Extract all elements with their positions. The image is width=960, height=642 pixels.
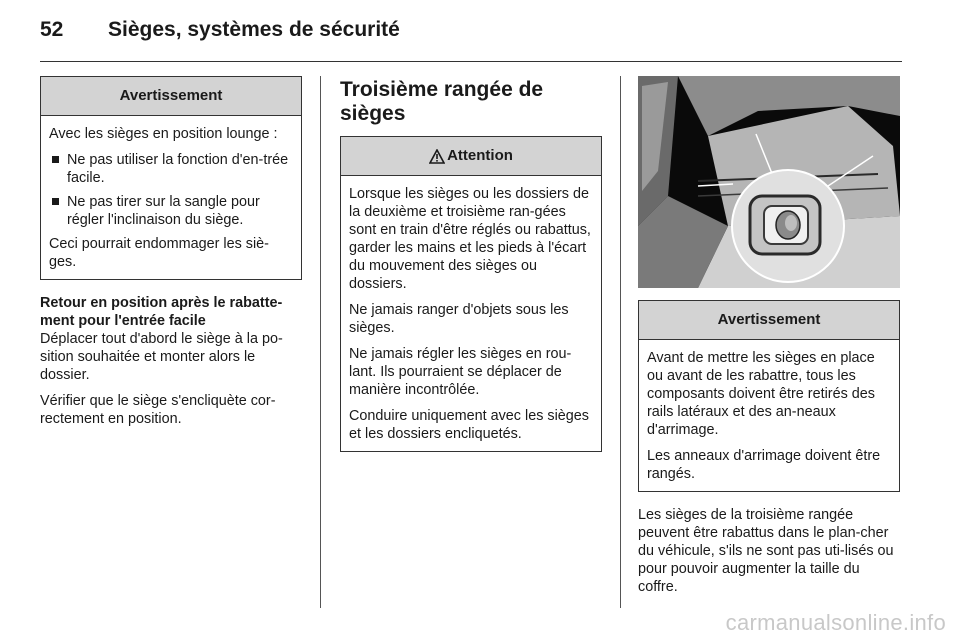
header-rule (40, 61, 902, 62)
attention-box-title: Attention (447, 147, 513, 164)
attention-box-body (341, 176, 601, 451)
warning-box-body (41, 116, 301, 279)
section-title: Sièges, systèmes de sécurité (108, 18, 400, 41)
attention-box (340, 136, 602, 452)
paragraph: Les sièges de la troisième rangée peuvent être rabattus dans le plan-cher du véhicule, s'ils ne sont pas uti-lisés ou pour pouvoir augmenter la taille du coffre. (638, 507, 894, 595)
attention-paragraph: Lorsque les sièges ou les dossiers de la deuxième et troisième ran-gées sont en train d'être réglés ou rabattus, garder les mains et les pieds à l'écart du mouvement des sièges ou dossiers. (349, 186, 591, 292)
attention-paragraph: Ne jamais ranger d'objets sous les sièges. (349, 302, 569, 336)
trunk-illustration (638, 76, 900, 288)
trunk-floor-photo (638, 76, 900, 288)
warning-paragraph: Les anneaux d'arrimage doivent être rangés. (647, 448, 881, 482)
paragraph: Vérifier que le siège s'encliquète cor-rectement en position. (40, 393, 276, 427)
warning-box-title: Avertissement (639, 301, 899, 340)
warning-paragraph: Avant de mettre les sièges en place ou avant de les rabattre, tous les composants doivent être retirés des rails latéraux et des an-neaux d'arrimage. (647, 350, 875, 438)
bullet-item: Ne pas utiliser la fonction d'en-trée facile. (49, 151, 293, 187)
warning-box-title: Avertissement (41, 77, 301, 116)
column-1 (40, 76, 302, 436)
attention-paragraph: Conduire uniquement avec les sièges et les dossiers encliquetés. (349, 408, 589, 442)
attention-paragraph: Ne jamais régler les sièges en rou-lant. Ils pourraient se déplacer de manière incontrôlée. (349, 346, 572, 398)
warning-box-body (639, 340, 899, 491)
attention-box-header (341, 137, 601, 176)
warning-footer: Ceci pourrait endommager les siè-ges. (49, 236, 269, 270)
warning-box (638, 300, 900, 492)
watermark: carmanualsonline.info (725, 610, 946, 635)
paragraph: Déplacer tout d'abord le siège à la po-sition souhaitée et monter alors le dossier. (40, 331, 283, 383)
warning-box (40, 76, 302, 280)
section-heading: Troisième rangée de sièges (340, 78, 544, 125)
column-divider (620, 76, 621, 608)
warning-bullet-list (49, 151, 293, 229)
column-divider (320, 76, 321, 608)
page-header (40, 18, 400, 48)
bullet-item: Ne pas tirer sur la sangle pour régler l'inclinaison du siège. (49, 193, 293, 229)
column-2 (340, 78, 602, 466)
column-3 (638, 76, 900, 604)
warning-intro: Avec les sièges en position lounge : (49, 126, 278, 142)
warning-triangle-icon (429, 149, 445, 164)
subheading: Retour en position après le rabatte-ment pour l'entrée facile (40, 295, 283, 329)
page-number: 52 (40, 18, 64, 41)
